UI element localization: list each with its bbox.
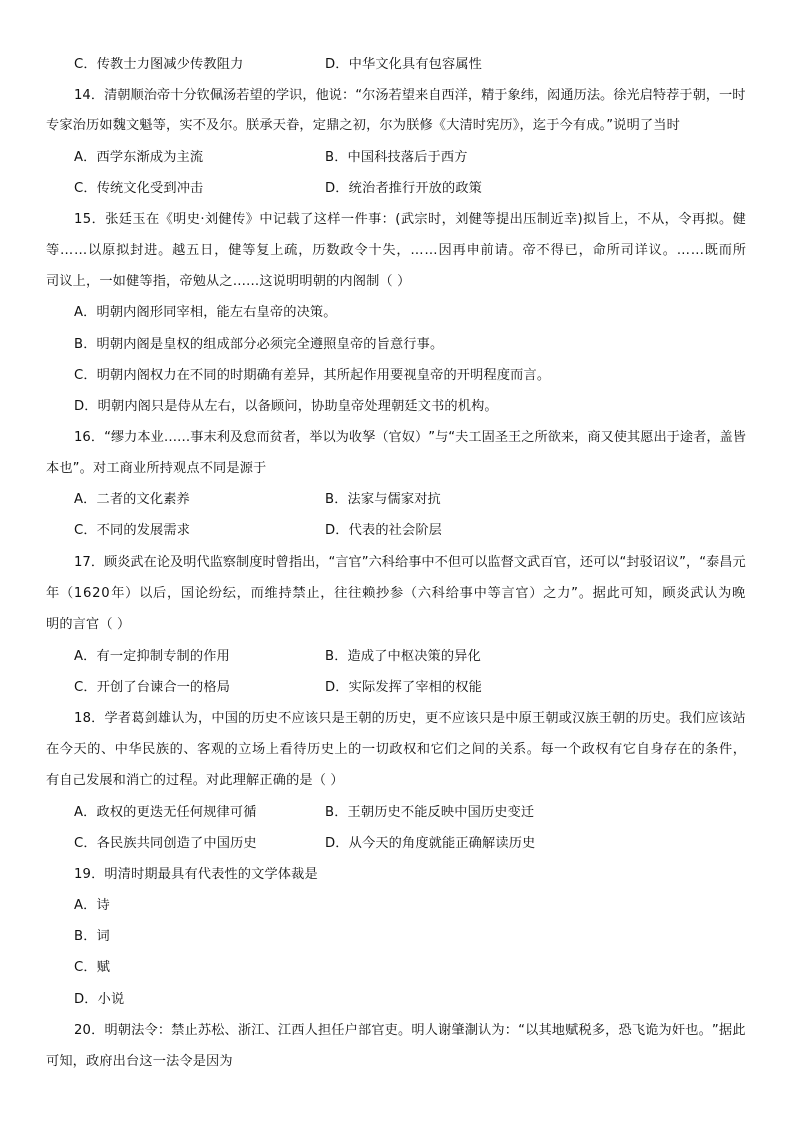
q16-option-d: D．代表的社会阶层 bbox=[325, 523, 443, 538]
q18-stem-line1: 1 8 ． 学 者 葛 剑 雄 认 为 ， 中 国 的 历 史 不 应 该 只 是 王 朝 的 历 史 ， 更 不 应 该 只 是 中 原 王 朝 或 汉 族 王 朝 的 历 史 。 我 们 应 该 站 bbox=[74, 711, 746, 726]
q18-option-c: C．各民族共同创造了中国历史 bbox=[74, 836, 257, 851]
q18-stem-line3: 有自己发展和消亡的过程。对此理解正确的是（ ） bbox=[46, 773, 344, 788]
q20-stem-line1: 2 0 ． 明 朝 法 令 ： 禁 止 苏 松 、 浙 江 、 江 西 人 担 任 户 部 官 吏 。 明 人 谢 肇 淛 认 为 ： “ 以 其 地 赋 税 多 ， 恐 飞 诡 为 奸 也 。 ” 据 此 bbox=[74, 1023, 746, 1038]
q14-option-b: B．中国科技落后于西方 bbox=[325, 150, 468, 165]
q14-stem-line2: 专家治历如魏文魁等，实不及尔。朕承天眷，定鼎之初，尔为朕修《大清时宪历》，迄于今有成。”说明了当时 bbox=[46, 118, 680, 133]
q18-option-b: B．王朝历史不能反映中国历史变迁 bbox=[325, 805, 535, 820]
q17-option-b: B．造成了中枢决策的异化 bbox=[325, 649, 481, 664]
q14-option-d: D．统治者推行开放的政策 bbox=[325, 181, 483, 196]
q19-stem: 19．明清时期最具有代表性的文学体裁是 bbox=[74, 867, 318, 882]
q17-option-c: C．开创了台谏合一的格局 bbox=[74, 680, 231, 695]
q15-stem-line2: 等 … … 以 原 拟 封 进 。 越 五 日 ， 健 等 复 上 疏 ， 历 数 政 令 十 失 ， … … 因 再 申 前 请 。 帝 不 得 已 ， 命 所 司 详 议 。 … … 既 而 所 bbox=[46, 243, 746, 258]
q16-option-b: B．法家与儒家对抗 bbox=[325, 492, 441, 507]
q17-stem-line2: 年 （ 1 6 2 0 年 ） 以 后 ， 国 论 纷 纭 ， 而 维 持 禁 止 ， 往 往 赖 抄 参 （ 六 科 给 事 中 等 言 官 ） 之 力 ” 。 据 此 可 知 ， 顾 炎 武 认 为 晚 bbox=[46, 586, 746, 601]
q18-stem-line2: 在 今 天 的 、 中 华 民 族 的 、 客 观 的 立 场 上 看 待 历 史 上 的 一 切 政 权 和 它 们 之 间 的 关 系 。 每 一 个 政 权 有 它 自 身 存 在 的 条 件 ， bbox=[46, 742, 746, 757]
q16-option-c: C．不同的发展需求 bbox=[74, 523, 191, 538]
q15-stem-line1: 1 5 ． 张 廷 玉 在 《 明 史 · 刘 健 传 》 中 记 载 了 这 样 一 件 事 ： ( 武 宗 时 ， 刘 健 等 提 出 压 制 近 幸 ) 拟 旨 上 ， 不 从 ， 令 再 拟 。 健 bbox=[74, 212, 746, 227]
q19-option-a: A．诗 bbox=[74, 898, 110, 913]
q15-stem-line3: 司议上，一如健等指，帝勉从之……这说明明朝的内阁制（ ） bbox=[46, 274, 411, 289]
q19-option-c: C．赋 bbox=[74, 960, 111, 975]
q16-stem-line2: 本也”。对工商业所持观点不同是源于 bbox=[46, 461, 267, 476]
q14-option-c: C．传统文化受到冲击 bbox=[74, 181, 204, 196]
q20-stem-line2: 可知，政府出台这一法令是因为 bbox=[46, 1054, 233, 1069]
q13-option-c: C．传教士力图减少传教阻力 bbox=[74, 57, 244, 72]
q17-option-d: D．实际发挥了宰相的权能 bbox=[325, 680, 483, 695]
q18-option-a: A．政权的更迭无任何规律可循 bbox=[74, 805, 257, 820]
q19-option-b: B．词 bbox=[74, 929, 110, 944]
q16-stem-line1: 1 6 ． “ 缪 力 本 业 … … 事 末 利 及 怠 而 贫 者 ， 举 以 为 收 孥 （ 官 奴 ） ” 与 “ 夫 工 固 圣 王 之 所 欲 来 ， 商 又 使 其 愿 出 于 途 者 ， 盖 皆 bbox=[74, 430, 746, 445]
q19-option-d: D．小说 bbox=[74, 992, 125, 1007]
q15-option-a: A．明朝内阁形同宰相，能左右皇帝的决策。 bbox=[74, 305, 337, 320]
q17-stem-line3: 明的言官（ ） bbox=[46, 617, 131, 632]
q14-option-a: A．西学东渐成为主流 bbox=[74, 150, 204, 165]
q17-option-a: A．有一定抑制专制的作用 bbox=[74, 649, 230, 664]
q14-stem-line1: 1 4 ． 清 朝 顺 治 帝 十 分 钦 佩 汤 若 望 的 学 识 ， 他 说 ： “ 尔 汤 若 望 来 自 西 洋 ， 精 于 象 纬 ， 闳 通 历 法 。 徐 光 启 特 荐 于 朝 ， 一 时 bbox=[74, 88, 746, 103]
q13-option-d: D．中华文化具有包容属性 bbox=[325, 57, 483, 72]
q17-stem-line1: 1 7 ． 顾 炎 武 在 论 及 明 代 监 察 制 度 时 曾 指 出 ， “ 言 官 ” 六 科 给 事 中 不 但 可 以 监 督 文 武 百 官 ， 还 可 以 “ 封 驳 诏 议 ” ， “ 泰 昌 元 bbox=[74, 555, 746, 570]
q15-option-c: C．明朝内阁权力在不同的时期确有差异，其所起作用要视皇帝的开明程度而言。 bbox=[74, 368, 551, 383]
q18-option-d: D．从今天的角度就能正确解读历史 bbox=[325, 836, 536, 851]
q16-option-a: A．二者的文化素养 bbox=[74, 492, 190, 507]
q15-option-d: D．明朝内阁只是侍从左右，以备顾问，协助皇帝处理朝廷文书的机构。 bbox=[74, 399, 498, 414]
q15-option-b: B．明朝内阁是皇权的组成部分必须完全遵照皇帝的旨意行事。 bbox=[74, 337, 444, 352]
